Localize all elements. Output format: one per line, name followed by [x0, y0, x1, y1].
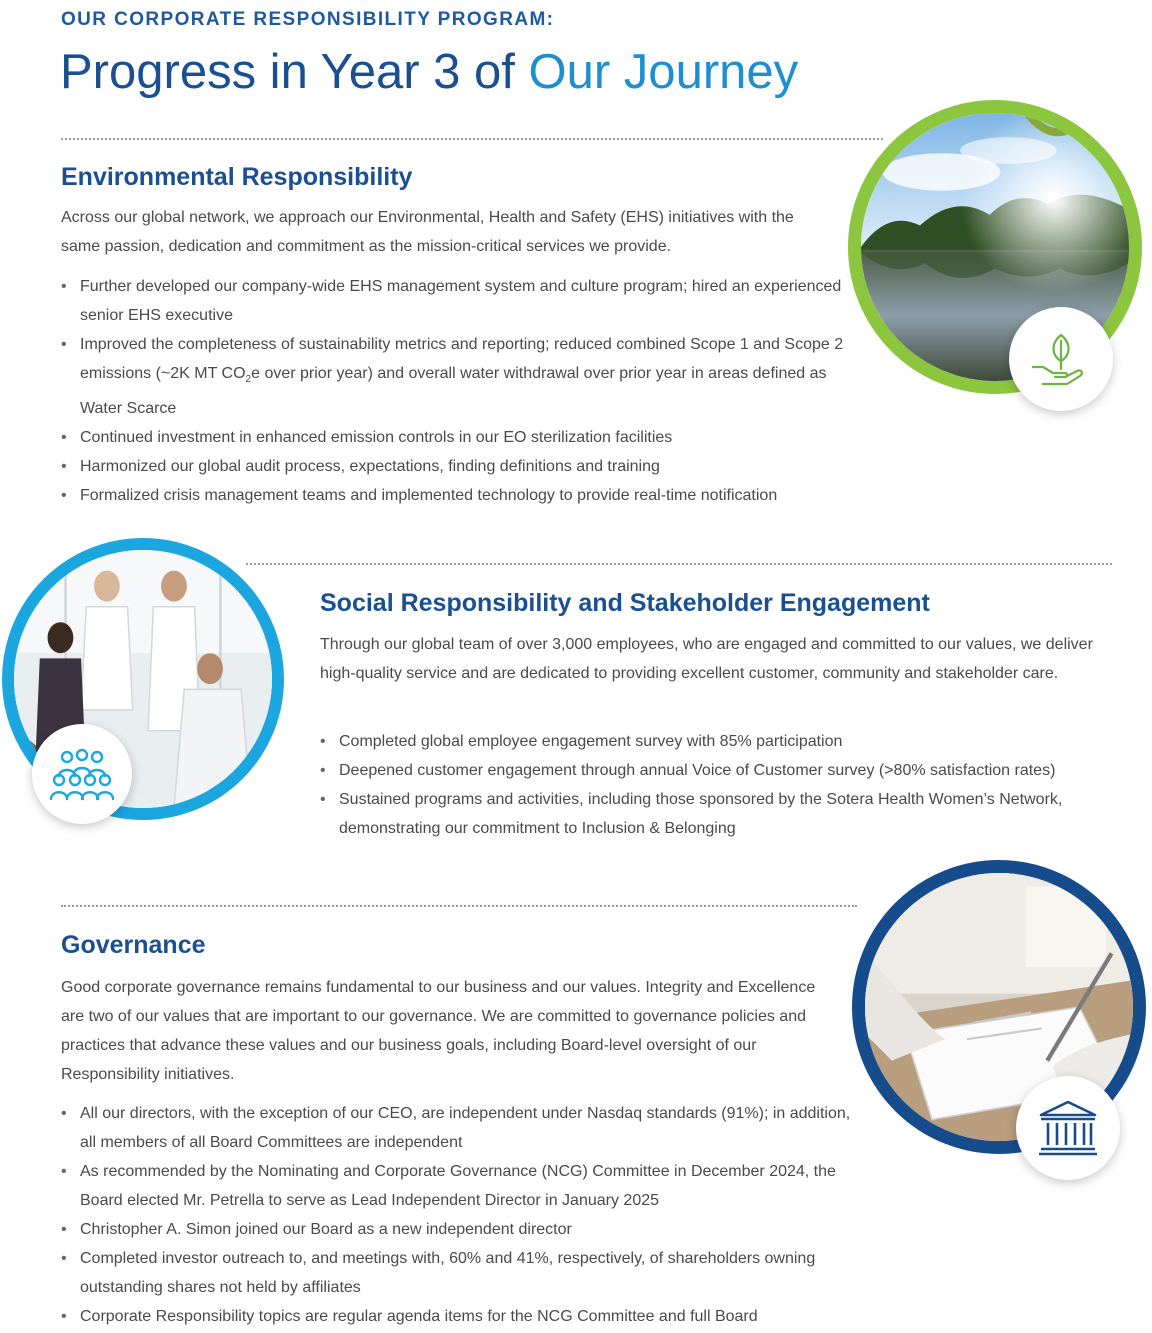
list-item: • Deepened customer engagement through annual Voice of Customer survey (>80% satisfaction rates) — [320, 756, 1146, 785]
divider-environmental — [61, 138, 883, 140]
bullets-social — [320, 727, 1146, 843]
list-item: • As recommended by the Nominating and Corporate Governance (NCG) Committee in December 2024, the Board elected Mr. Petrella to serve as Lead Independent Director in January 2025 — [61, 1157, 880, 1215]
bullets-environmental — [61, 272, 891, 510]
title-accent: Our Journey — [528, 45, 799, 99]
list-item: • Completed investor outreach to, and meetings with, 60% and 41%, respectively, of shareholders owning outstanding shares not held by affiliates — [61, 1244, 850, 1302]
list-item: • Continued investment in enhanced emission controls in our EO sterilization facilities — [61, 423, 891, 452]
bullets-governance — [61, 1099, 891, 1331]
kicker: OUR CORPORATE RESPONSIBILITY PROGRAM: — [61, 9, 555, 30]
list-item: • Further developed our company-wide EHS management system and culture program; hired an experienced senior EHS executive — [61, 272, 860, 330]
people-group-icon-badge — [32, 724, 132, 824]
list-item: • All our directors, with the exception of our CEO, are independent under Nasdaq standards (91%); in addition, all members of all Board Committees are independent — [61, 1099, 870, 1157]
divider-social — [246, 563, 1112, 565]
hand-leaf-icon-badge — [1009, 307, 1113, 411]
list-item: • Christopher A. Simon joined our Board as a new independent director — [61, 1215, 891, 1244]
list-item: • Harmonized our global audit process, expectations, finding definitions and training — [61, 452, 891, 481]
divider-governance — [61, 905, 857, 907]
list-item: • Sustained programs and activities, including those sponsored by the Sotera Health Women’s Network, demonstrating our commitment to Inclusion & Belonging — [320, 785, 1079, 843]
heading-environmental: Environmental Responsibility — [61, 163, 413, 191]
list-item: • Formalized crisis management teams and implemented technology to provide real-time notification — [61, 481, 891, 510]
page-title — [60, 44, 798, 100]
heading-governance: Governance — [61, 931, 206, 959]
intro-environmental: Across our global network, we approach our Environmental, Health and Safety (EHS) initiatives with the same passion, dedication and commitment as the mission-critical services we provide. — [61, 209, 794, 255]
intro-governance: Good corporate governance remains fundamental to our business and our values. Integrity and Excellence are two of our values that are important to our governance. We are committed to governance policies and practices that advance these values and our business goals, including Board-level oversight of our Responsibility initiatives. — [61, 979, 816, 1083]
bank-building-icon-badge — [1016, 1076, 1120, 1180]
title-main: Progress in Year 3 of — [60, 45, 529, 99]
list-item: • Improved the completeness of sustainability metrics and reporting; reduced combined Scope 1 and Scope 2 emissions (~2K MT $CO_2e$ over prior year) and overall water withdrawal over prior year in areas defined as Water Scarce — [61, 330, 860, 423]
heading-social: Social Responsibility and Stakeholder Engagement — [320, 589, 930, 617]
hand-leaf-icon — [1029, 327, 1093, 391]
list-item: • Corporate Responsibility topics are regular agenda items for the NCG Committee and full Board — [61, 1302, 891, 1331]
bank-building-icon — [1037, 1099, 1099, 1157]
list-item: • Completed global employee engagement survey with 85% participation — [320, 727, 1146, 756]
intro-social: Through our global team of over 3,000 employees, who are engaged and committed to our values, we deliver high-quality service and are dedicated to providing excellent customer, community and stakeholder care. — [320, 636, 1093, 682]
people-group-icon — [47, 744, 117, 804]
subscript-2: 2 — [245, 374, 252, 386]
